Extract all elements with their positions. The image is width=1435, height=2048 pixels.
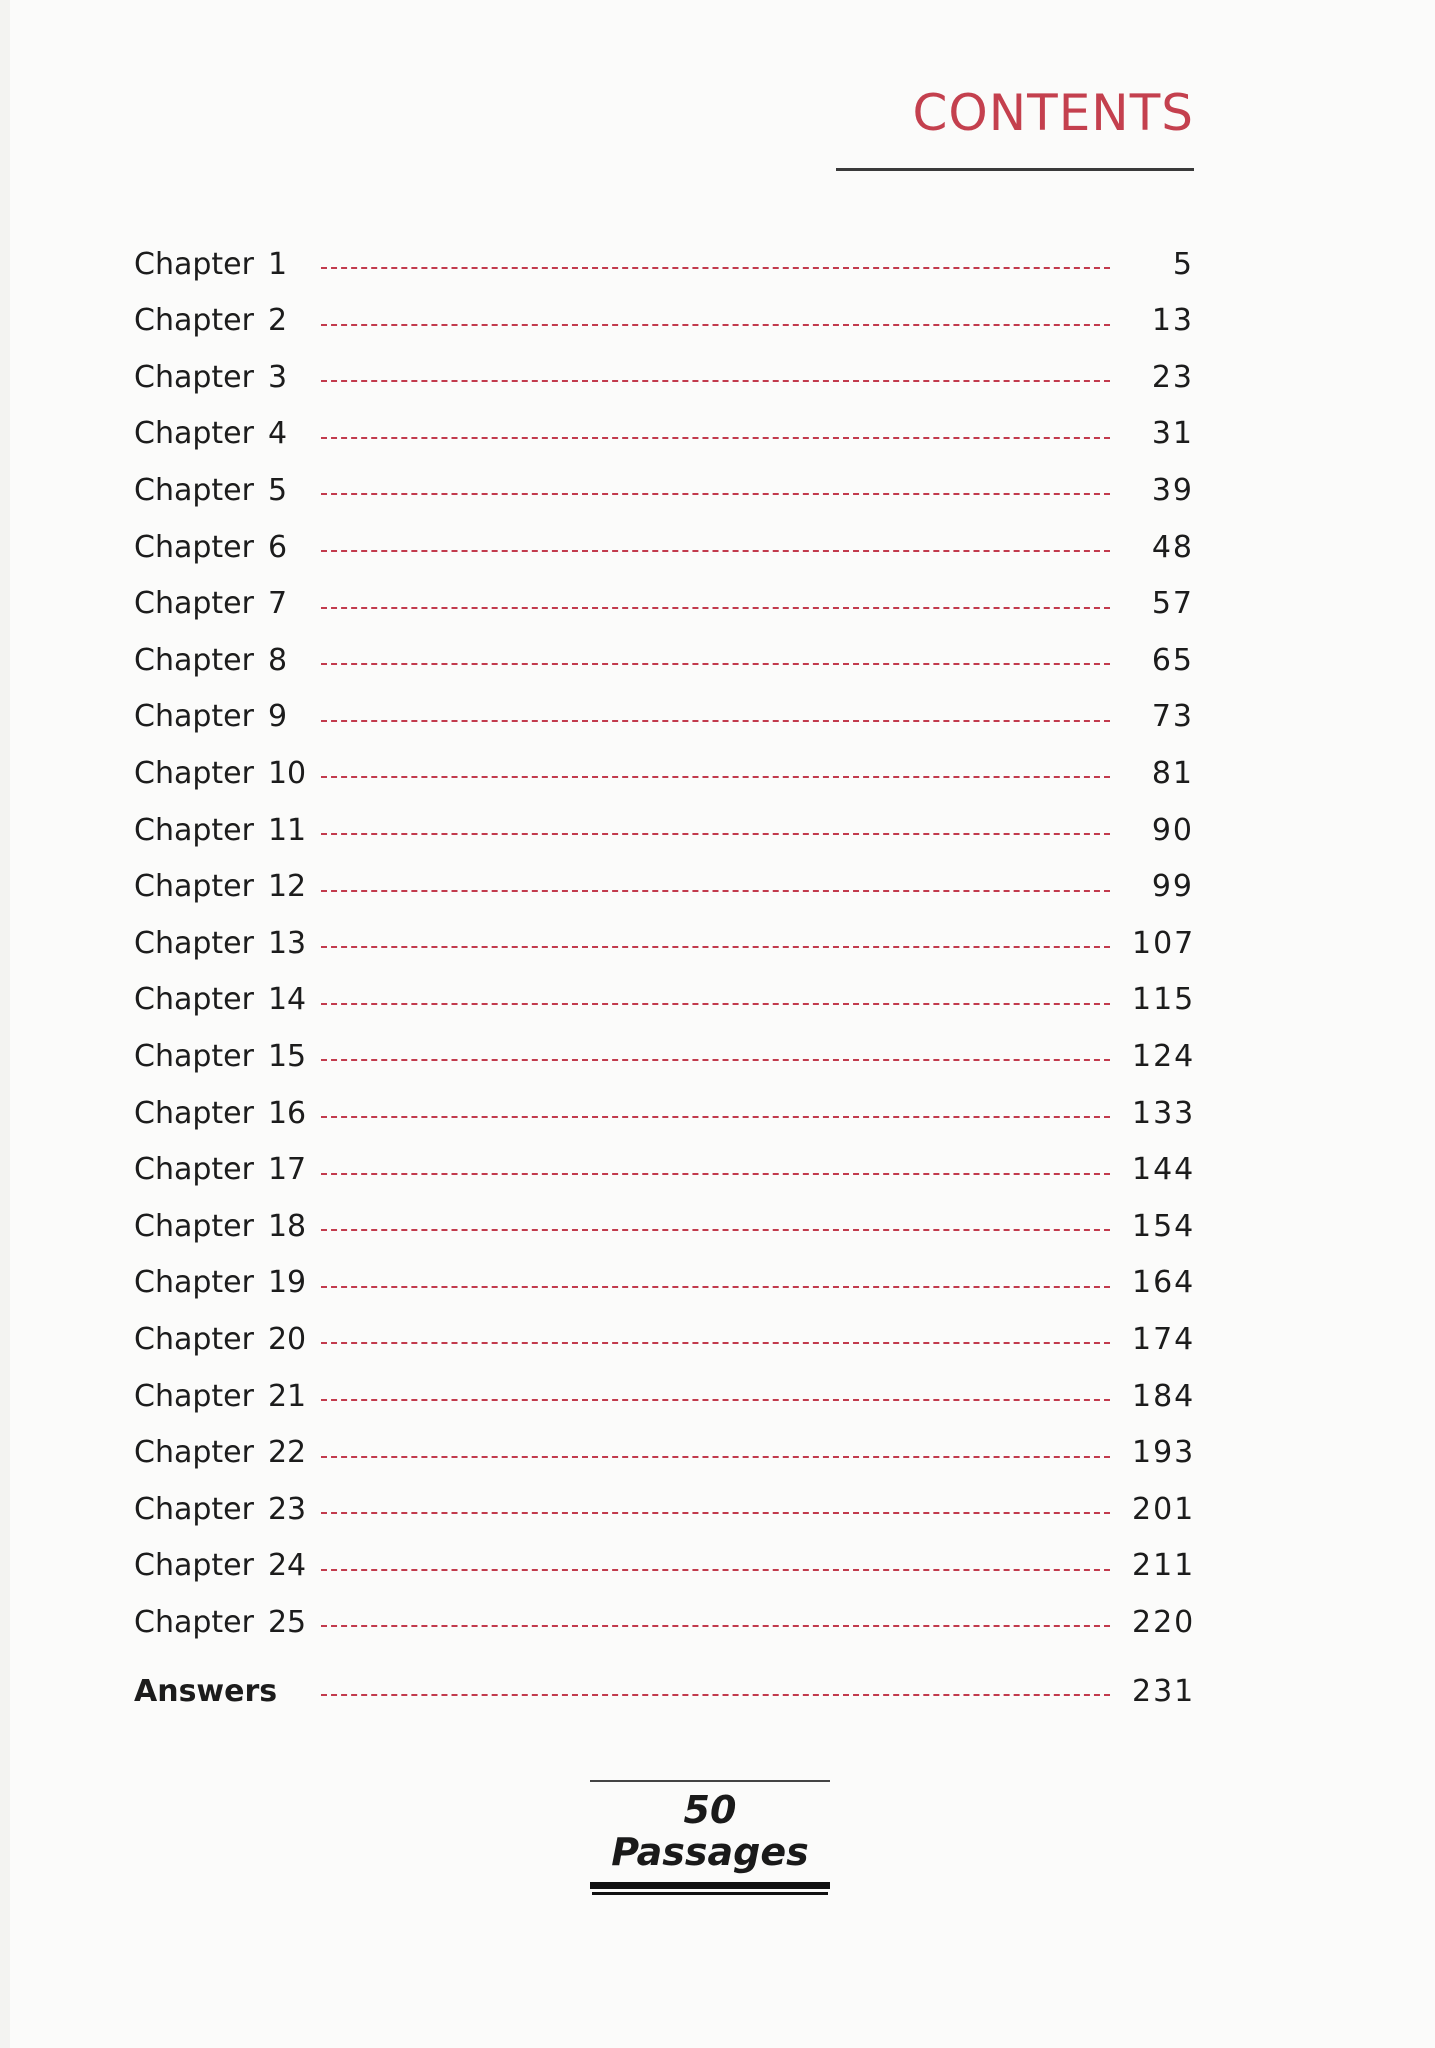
toc-row bbox=[134, 980, 1194, 1020]
page-number: 81 bbox=[1151, 755, 1194, 791]
chapter-label bbox=[134, 1265, 309, 1300]
chapter-word: Chapter bbox=[134, 755, 254, 791]
toc-row bbox=[134, 244, 1194, 284]
dotted-leader bbox=[321, 1625, 1110, 1627]
chapter-label bbox=[134, 1548, 309, 1583]
dotted-leader bbox=[321, 1116, 1110, 1118]
page-number: 133 bbox=[1132, 1095, 1196, 1131]
chapter-label bbox=[134, 247, 309, 282]
chapter-word: Chapter bbox=[134, 1321, 254, 1357]
dotted-leader bbox=[321, 1059, 1110, 1061]
chapter-number: 1 bbox=[267, 246, 288, 282]
chapter-label bbox=[134, 926, 309, 961]
chapter-word: Chapter bbox=[134, 982, 254, 1018]
page-number: 211 bbox=[1132, 1548, 1196, 1584]
chapter-word: Chapter bbox=[134, 812, 254, 848]
toc-row bbox=[134, 414, 1194, 454]
chapter-word: Chapter bbox=[134, 586, 254, 622]
chapter-number: 2 bbox=[267, 303, 288, 339]
page-number: 73 bbox=[1151, 699, 1194, 735]
chapter-label bbox=[134, 360, 309, 395]
toc-row bbox=[134, 640, 1194, 680]
chapter-word: Chapter bbox=[134, 925, 254, 961]
chapter-label bbox=[134, 1435, 309, 1470]
chapter-number: 10 bbox=[267, 755, 307, 791]
chapter-word: Chapter bbox=[134, 1435, 254, 1471]
dotted-leader bbox=[321, 267, 1110, 269]
footer-top-rule bbox=[590, 1780, 830, 1782]
page-number: 164 bbox=[1132, 1265, 1196, 1301]
chapter-word: Chapter bbox=[134, 1208, 254, 1244]
dotted-leader bbox=[321, 380, 1110, 382]
chapter-number: 22 bbox=[267, 1435, 307, 1471]
chapter-word: Chapter bbox=[134, 1604, 254, 1640]
page-number: 124 bbox=[1132, 1038, 1196, 1074]
toc-row bbox=[134, 470, 1194, 510]
dotted-leader bbox=[321, 776, 1110, 778]
toc-row bbox=[134, 1319, 1194, 1359]
page-number: 154 bbox=[1132, 1208, 1196, 1244]
chapter-label bbox=[134, 1039, 309, 1074]
page-number: 48 bbox=[1151, 529, 1194, 565]
chapter-label bbox=[134, 643, 309, 678]
dotted-leader bbox=[321, 607, 1110, 609]
page-number: 201 bbox=[1132, 1491, 1196, 1527]
chapter-number: 20 bbox=[267, 1321, 307, 1357]
page-number: 107 bbox=[1132, 925, 1196, 961]
toc-row bbox=[134, 1150, 1194, 1190]
chapter-word: Chapter bbox=[134, 303, 254, 339]
chapter-number: 19 bbox=[267, 1265, 307, 1301]
chapter-word: Chapter bbox=[134, 1548, 254, 1584]
chapter-word: Chapter bbox=[134, 246, 254, 282]
chapter-number: 5 bbox=[267, 472, 288, 508]
chapter-number: 23 bbox=[267, 1491, 307, 1527]
chapter-label bbox=[134, 473, 309, 508]
chapter-word: Chapter bbox=[134, 1152, 254, 1188]
answers-label: Answers bbox=[134, 1673, 278, 1709]
chapter-number: 14 bbox=[267, 982, 307, 1018]
page-number: 144 bbox=[1132, 1152, 1196, 1188]
toc-row bbox=[134, 357, 1194, 397]
page-number: 65 bbox=[1151, 642, 1194, 678]
chapter-label bbox=[134, 699, 309, 734]
chapter-label bbox=[134, 416, 309, 451]
footer-bottom-rule bbox=[590, 1882, 830, 1889]
page-number: 23 bbox=[1151, 359, 1194, 395]
chapter-label bbox=[134, 813, 309, 848]
chapter-label bbox=[134, 756, 309, 791]
dotted-leader bbox=[321, 1569, 1110, 1571]
page bbox=[10, 0, 1435, 2048]
toc-row bbox=[134, 1433, 1194, 1473]
chapter-number: 25 bbox=[267, 1604, 307, 1640]
chapter-number: 13 bbox=[267, 925, 307, 961]
chapter-word: Chapter bbox=[134, 1491, 254, 1527]
chapter-number: 24 bbox=[267, 1548, 307, 1584]
dotted-leader bbox=[321, 1399, 1110, 1401]
chapter-word: Chapter bbox=[134, 359, 254, 395]
chapter-label bbox=[134, 1096, 309, 1131]
chapter-number: 17 bbox=[267, 1152, 307, 1188]
page-number: 13 bbox=[1151, 303, 1194, 339]
dotted-leader bbox=[321, 1286, 1110, 1288]
contents-title: CONTENTS bbox=[912, 84, 1194, 142]
chapter-label bbox=[134, 1209, 309, 1244]
chapter-word: Chapter bbox=[134, 699, 254, 735]
dotted-leader bbox=[321, 1512, 1110, 1514]
toc-row bbox=[134, 867, 1194, 907]
page-number: 5 bbox=[1172, 246, 1194, 282]
chapter-label bbox=[134, 1152, 309, 1187]
footer-title: 50 Passages bbox=[611, 1788, 809, 1874]
page-number: 220 bbox=[1132, 1604, 1196, 1640]
chapter-number: 15 bbox=[267, 1038, 307, 1074]
toc-row bbox=[134, 697, 1194, 737]
dotted-leader bbox=[321, 493, 1110, 495]
page-number: 90 bbox=[1151, 812, 1194, 848]
chapter-label bbox=[134, 1492, 309, 1527]
dotted-leader bbox=[321, 1003, 1110, 1005]
page-number: 184 bbox=[1132, 1378, 1196, 1414]
toc-row bbox=[134, 1263, 1194, 1303]
toc-row bbox=[134, 584, 1194, 624]
chapter-label bbox=[134, 586, 309, 621]
toc-row bbox=[134, 1206, 1194, 1246]
page-number: 174 bbox=[1132, 1321, 1196, 1357]
chapter-number: 8 bbox=[267, 642, 288, 678]
title-underline bbox=[836, 168, 1194, 171]
toc-row bbox=[134, 1093, 1194, 1133]
chapter-number: 21 bbox=[267, 1378, 307, 1414]
dotted-leader bbox=[321, 1342, 1110, 1344]
chapter-number: 4 bbox=[267, 416, 288, 452]
toc-row bbox=[134, 923, 1194, 963]
toc-row bbox=[134, 753, 1194, 793]
chapter-number: 16 bbox=[267, 1095, 307, 1131]
toc-row bbox=[134, 1036, 1194, 1076]
dotted-leader bbox=[321, 437, 1110, 439]
dotted-leader bbox=[321, 663, 1110, 665]
chapter-word: Chapter bbox=[134, 1095, 254, 1131]
toc-row bbox=[134, 527, 1194, 567]
chapter-label bbox=[134, 1379, 309, 1414]
chapter-word: Chapter bbox=[134, 869, 254, 905]
chapter-word: Chapter bbox=[134, 472, 254, 508]
dotted-leader bbox=[321, 550, 1110, 552]
chapter-word: Chapter bbox=[134, 1265, 254, 1301]
chapter-label bbox=[134, 303, 309, 338]
chapter-number: 9 bbox=[267, 699, 288, 735]
page-number: 39 bbox=[1151, 472, 1194, 508]
chapter-number: 7 bbox=[267, 586, 288, 622]
toc-row bbox=[134, 1489, 1194, 1529]
chapter-label bbox=[134, 1322, 309, 1357]
chapter-word: Chapter bbox=[134, 1378, 254, 1414]
toc-row bbox=[134, 301, 1194, 341]
dotted-leader bbox=[321, 833, 1110, 835]
dotted-leader bbox=[321, 890, 1110, 892]
chapter-word: Chapter bbox=[134, 1038, 254, 1074]
page-number: 193 bbox=[1132, 1435, 1196, 1471]
chapter-word: Chapter bbox=[134, 642, 254, 678]
chapter-label bbox=[134, 1605, 309, 1640]
chapter-label bbox=[134, 530, 309, 565]
toc-row bbox=[134, 1602, 1194, 1642]
chapter-label bbox=[134, 869, 309, 904]
dotted-leader bbox=[321, 720, 1110, 722]
chapter-number: 12 bbox=[267, 869, 307, 905]
dotted-leader bbox=[321, 946, 1110, 948]
dotted-leader bbox=[321, 324, 1110, 326]
chapter-number: 18 bbox=[267, 1208, 307, 1244]
chapter-word: Chapter bbox=[134, 416, 254, 452]
chapter-number: 11 bbox=[267, 812, 307, 848]
chapter-number: 6 bbox=[267, 529, 288, 565]
page-number: 57 bbox=[1151, 586, 1194, 622]
answers-page-number: 231 bbox=[1132, 1673, 1196, 1709]
dotted-leader bbox=[321, 1456, 1110, 1458]
toc-row bbox=[134, 1546, 1194, 1586]
chapter-word: Chapter bbox=[134, 529, 254, 565]
chapter-number: 3 bbox=[267, 359, 288, 395]
toc-row bbox=[134, 1376, 1194, 1416]
toc-row-answers bbox=[134, 1671, 1194, 1711]
dotted-leader bbox=[321, 1694, 1110, 1696]
chapter-label bbox=[134, 982, 309, 1017]
page-number: 31 bbox=[1151, 416, 1194, 452]
toc-row bbox=[134, 810, 1194, 850]
footer bbox=[590, 1780, 830, 1889]
page-number: 115 bbox=[1132, 982, 1196, 1018]
page-number: 99 bbox=[1151, 869, 1194, 905]
dotted-leader bbox=[321, 1173, 1110, 1175]
dotted-leader bbox=[321, 1229, 1110, 1231]
